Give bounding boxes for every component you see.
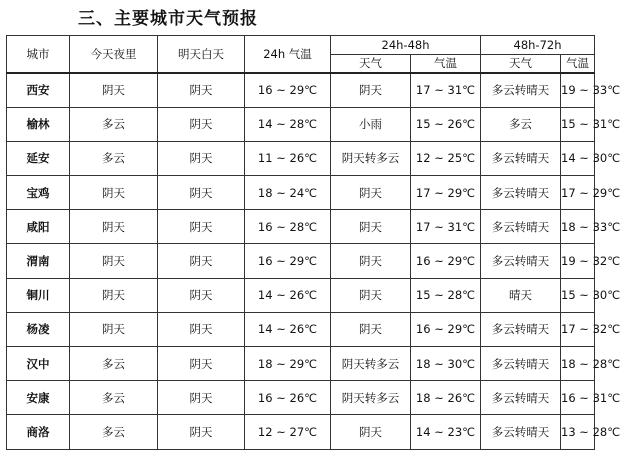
cell-temp-24h: 14 ~ 26℃ (245, 312, 331, 346)
table-row (7, 312, 595, 346)
cell-temp-24h: 18 ~ 29℃ (245, 347, 331, 381)
table-row (7, 107, 595, 141)
cell-temp-24h: 16 ~ 26℃ (245, 381, 331, 415)
cell-tonight: 阴天 (70, 278, 158, 312)
cell-tomorrow: 阴天 (158, 415, 245, 449)
cell-weather-72h: 多云转晴天 (481, 141, 561, 175)
cell-weather-48h: 小雨 (331, 107, 411, 141)
cell-temp-48h: 15 ~ 28℃ (411, 278, 481, 312)
cell-temp-48h: 18 ~ 30℃ (411, 347, 481, 381)
cell-tonight: 多云 (70, 347, 158, 381)
cell-weather-72h: 多云转晴天 (481, 244, 561, 278)
cell-temp-48h: 16 ~ 29℃ (411, 244, 481, 278)
cell-temp-48h: 17 ~ 31℃ (411, 210, 481, 244)
cell-weather-72h: 多云转晴天 (481, 312, 561, 346)
header-weather-48h: 天气 (331, 54, 411, 73)
cell-tonight: 阴天 (70, 176, 158, 210)
cell-tomorrow: 阴天 (158, 107, 245, 141)
cell-temp-48h: 12 ~ 25℃ (411, 141, 481, 175)
cell-tomorrow: 阴天 (158, 244, 245, 278)
header-city: 城市 (7, 36, 70, 74)
cell-temp-72h: 17 ~ 32℃ (561, 312, 595, 346)
cell-temp-24h: 16 ~ 29℃ (245, 244, 331, 278)
cell-temp-24h: 18 ~ 24℃ (245, 176, 331, 210)
cell-tonight: 阴天 (70, 312, 158, 346)
cell-tomorrow: 阴天 (158, 73, 245, 107)
cell-city: 宝鸡 (7, 176, 70, 210)
cell-tomorrow: 阴天 (158, 176, 245, 210)
cell-temp-72h: 17 ~ 29℃ (561, 176, 595, 210)
cell-city: 榆林 (7, 107, 70, 141)
cell-weather-48h: 阴天转多云 (331, 381, 411, 415)
cell-tonight: 多云 (70, 107, 158, 141)
cell-tomorrow: 阴天 (158, 381, 245, 415)
cell-temp-48h: 14 ~ 23℃ (411, 415, 481, 449)
cell-weather-48h: 阴天 (331, 244, 411, 278)
header-weather-72h: 天气 (481, 54, 561, 73)
cell-weather-48h: 阴天 (331, 278, 411, 312)
cell-tonight: 多云 (70, 415, 158, 449)
cell-tomorrow: 阴天 (158, 278, 245, 312)
cell-temp-72h: 18 ~ 28℃ (561, 347, 595, 381)
cell-temp-48h: 17 ~ 29℃ (411, 176, 481, 210)
cell-city: 杨凌 (7, 312, 70, 346)
cell-tomorrow: 阴天 (158, 210, 245, 244)
cell-tonight: 阴天 (70, 73, 158, 107)
cell-tomorrow: 阴天 (158, 347, 245, 381)
cell-temp-72h: 18 ~ 33℃ (561, 210, 595, 244)
cell-temp-24h: 14 ~ 28℃ (245, 107, 331, 141)
cell-tonight: 多云 (70, 141, 158, 175)
header-tonight: 今天夜里 (70, 36, 158, 74)
cell-temp-72h: 15 ~ 31℃ (561, 107, 595, 141)
cell-weather-72h: 多云转晴天 (481, 381, 561, 415)
cell-weather-72h: 多云转晴天 (481, 73, 561, 107)
table-row (7, 278, 595, 312)
cell-city: 汉中 (7, 347, 70, 381)
forecast-table (6, 35, 620, 450)
cell-weather-72h: 晴天 (481, 278, 561, 312)
cell-temp-24h: 12 ~ 27℃ (245, 415, 331, 449)
cell-temp-48h: 16 ~ 29℃ (411, 312, 481, 346)
cell-temp-48h: 15 ~ 26℃ (411, 107, 481, 141)
table-row (7, 73, 595, 107)
table-row (7, 141, 595, 175)
table-row (7, 347, 595, 381)
cell-weather-48h: 阴天 (331, 73, 411, 107)
cell-city: 渭南 (7, 244, 70, 278)
cell-temp-72h: 16 ~ 31℃ (561, 381, 595, 415)
table-body (7, 73, 620, 449)
cell-temp-72h: 14 ~ 30℃ (561, 141, 595, 175)
cell-temp-72h: 19 ~ 32℃ (561, 244, 595, 278)
cell-tonight: 阴天 (70, 244, 158, 278)
cell-city: 安康 (7, 381, 70, 415)
cell-weather-72h: 多云转晴天 (481, 210, 561, 244)
cell-temp-24h: 16 ~ 29℃ (245, 73, 331, 107)
header-temp-48h: 气温 (411, 54, 481, 73)
cell-weather-72h: 多云转晴天 (481, 347, 561, 381)
header-group-72h: 48h-72h (481, 36, 595, 55)
header-temp-24h: 24h 气温 (245, 36, 331, 74)
cell-tomorrow: 阴天 (158, 312, 245, 346)
cell-city: 延安 (7, 141, 70, 175)
table-row (7, 381, 595, 415)
table-row (7, 210, 595, 244)
header-temp-72h: 气温 (561, 54, 595, 73)
cell-tonight: 阴天 (70, 210, 158, 244)
table-row (7, 244, 595, 278)
table-header (7, 36, 595, 74)
cell-temp-72h: 13 ~ 28℃ (561, 415, 595, 449)
cell-temp-48h: 17 ~ 31℃ (411, 73, 481, 107)
cell-weather-72h: 多云转晴天 (481, 415, 561, 449)
cell-temp-72h: 15 ~ 30℃ (561, 278, 595, 312)
header-tomorrow-day: 明天白天 (158, 36, 245, 74)
cell-tomorrow: 阴天 (158, 141, 245, 175)
page-title: 三、主要城市天气预报 (78, 9, 258, 29)
cell-weather-48h: 阴天 (331, 312, 411, 346)
cell-weather-48h: 阴天 (331, 176, 411, 210)
cell-temp-24h: 14 ~ 26℃ (245, 278, 331, 312)
cell-weather-48h: 阴天 (331, 210, 411, 244)
cell-temp-24h: 11 ~ 26℃ (245, 141, 331, 175)
cell-weather-72h: 多云转晴天 (481, 176, 561, 210)
cell-weather-48h: 阴天转多云 (331, 347, 411, 381)
cell-temp-72h: 19 ~ 33℃ (561, 73, 595, 107)
cell-temp-48h: 18 ~ 26℃ (411, 381, 481, 415)
cell-city: 咸阳 (7, 210, 70, 244)
cell-weather-48h: 阴天 (331, 415, 411, 449)
cell-city: 商洛 (7, 415, 70, 449)
cell-tonight: 多云 (70, 381, 158, 415)
table-row (7, 415, 595, 449)
cell-weather-48h: 阴天转多云 (331, 141, 411, 175)
cell-weather-72h: 多云 (481, 107, 561, 141)
header-group-48h: 24h-48h (331, 36, 481, 55)
cell-temp-24h: 16 ~ 28℃ (245, 210, 331, 244)
cell-city: 西安 (7, 73, 70, 107)
table-row (7, 176, 595, 210)
cell-city: 铜川 (7, 278, 70, 312)
